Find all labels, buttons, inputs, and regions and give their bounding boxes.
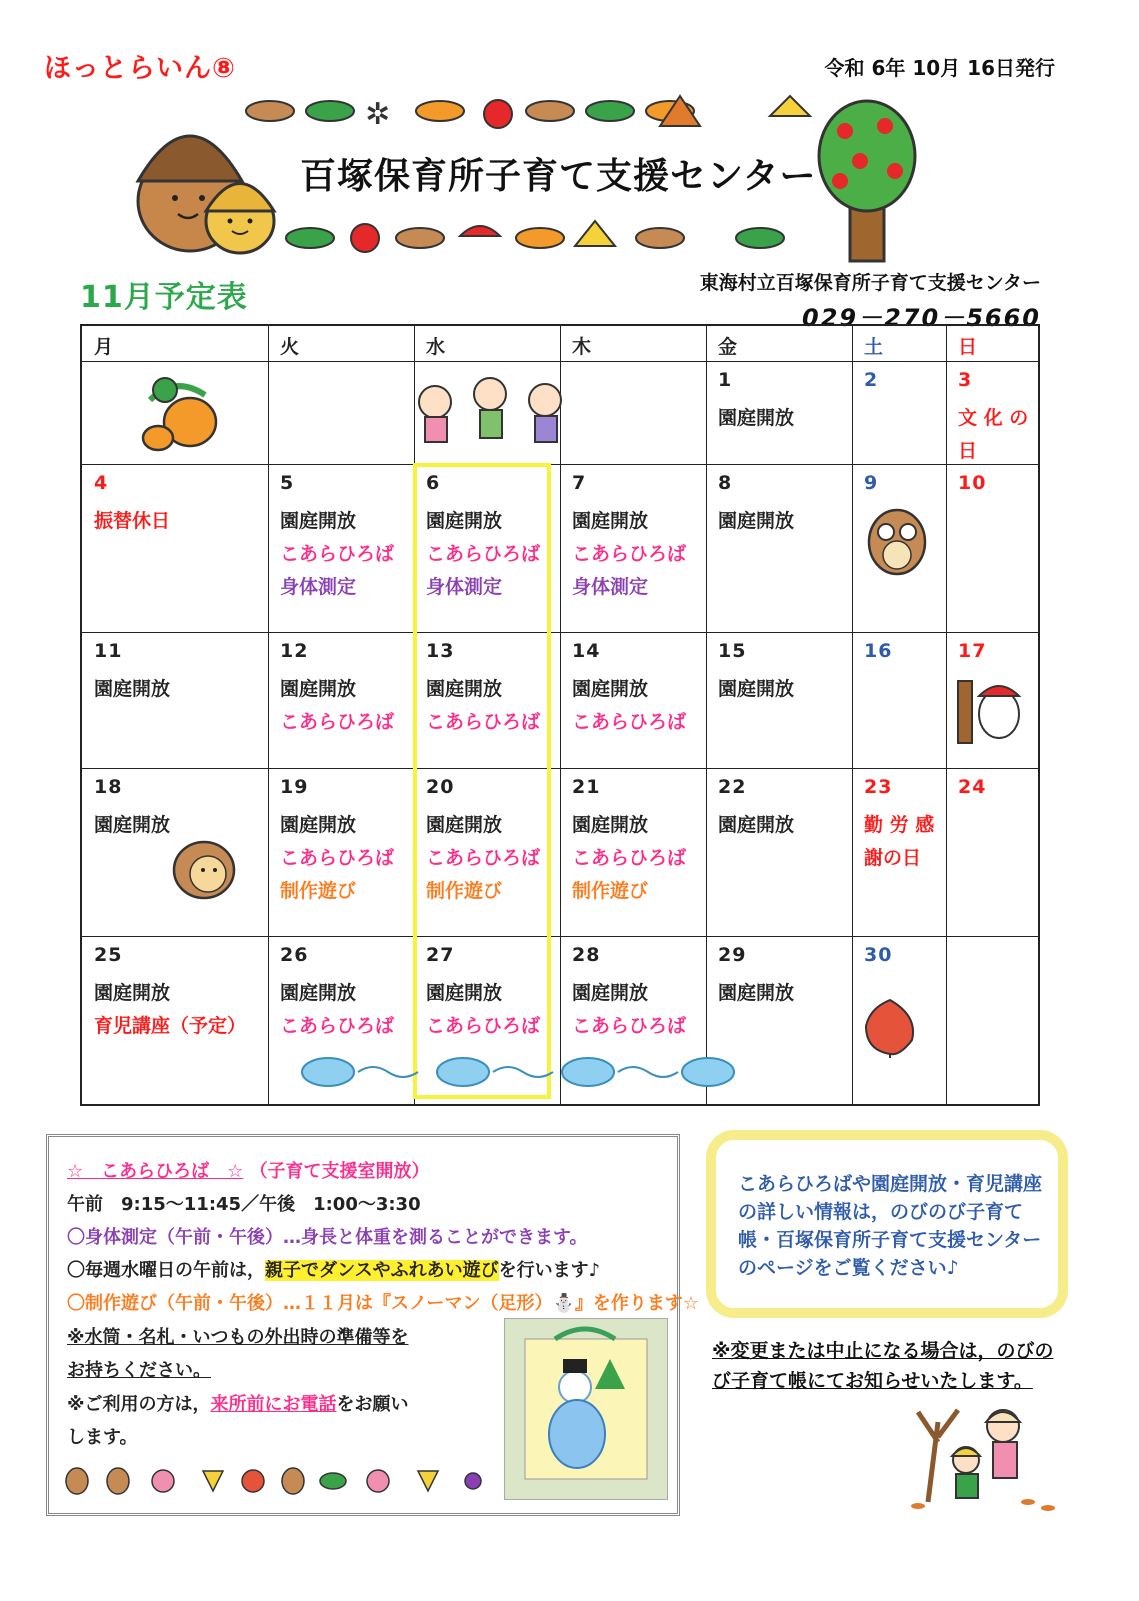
calendar-day-cell: [946, 361, 1038, 464]
calendar-day-cell: [946, 768, 1038, 936]
day-number: 25: [94, 944, 123, 966]
day-number: 24: [958, 776, 987, 798]
change-notice: ※変更または中止になる場合は，のびのび子育て帳にてお知らせいたします。: [712, 1340, 1054, 1392]
day-event: 園庭開放: [572, 510, 649, 532]
phone-number: 029－270－5660: [802, 304, 1041, 332]
day-event: 園庭開放: [718, 407, 795, 429]
day-event: こあらひろば: [572, 847, 687, 869]
day-event: 園庭開放: [572, 982, 649, 1004]
calendar-day-cell: [706, 768, 852, 936]
svg-text:✲: ✲: [365, 97, 391, 132]
calendar-day-cell: [268, 768, 414, 936]
day-number: 3: [958, 369, 973, 391]
day-number: 7: [572, 472, 587, 494]
issue-date: 令和 6年 10月 16日発行: [824, 56, 1055, 80]
day-event: こあらひろば: [280, 1015, 395, 1037]
calendar-day-cell: [560, 464, 706, 632]
day-event: 振替休日: [94, 510, 171, 532]
day-event: こあらひろば: [426, 711, 541, 733]
day-event: 園庭開放: [426, 678, 503, 700]
autumn-garland-icon: [63, 1463, 493, 1499]
day-number: 23: [864, 776, 893, 798]
day-event: こあらひろば: [280, 543, 395, 565]
weekday-header: 水: [426, 336, 446, 358]
info-call-b: をお願い: [336, 1394, 409, 1415]
calendar-day-cell: [82, 632, 268, 768]
info-craft: 〇制作遊び（午前・午後）…１１月は『スノーマン（足形）⛄』を作ります☆: [67, 1293, 700, 1314]
detail-info-text: こあらひろばや園庭開放・育児講座の詳しい情報は，のびのび子育て帳・百塚保育所子育て支援センターのページをご覧ください♪: [738, 1173, 1043, 1279]
calendar-day-cell: [706, 632, 852, 768]
day-event: こあらひろば: [426, 1015, 541, 1037]
day-number: 4: [94, 472, 109, 494]
info-bring-2: お持ちください。: [67, 1360, 211, 1381]
day-event: 園庭開放: [94, 678, 171, 700]
day-number: 15: [718, 640, 747, 662]
day-event: 園庭開放: [718, 982, 795, 1004]
info-wednesday-a: 〇毎週水曜日の午前は，: [67, 1260, 265, 1281]
day-number: 6: [426, 472, 441, 494]
day-event: こあらひろば: [572, 1015, 687, 1037]
day-number: 12: [280, 640, 309, 662]
weekday-header: 月: [94, 336, 114, 358]
day-event: 園庭開放: [94, 814, 171, 836]
day-number: 30: [864, 944, 893, 966]
info-hours: 午前 9:15～11:45／午後 1:00～3:30: [67, 1194, 421, 1215]
calendar-day-cell: [946, 936, 1038, 1104]
snowman-craft-photo: [504, 1318, 668, 1500]
cloud-wind-icon: [298, 1054, 738, 1090]
snowman-icon: [505, 1319, 667, 1499]
day-event: 制作遊び: [572, 880, 649, 902]
weekday-header: 金: [718, 336, 738, 358]
day-event: 制作遊び: [426, 880, 503, 902]
info-title: ☆ こあらひろば ☆: [67, 1161, 244, 1182]
calendar-day-cell: [946, 464, 1038, 632]
day-event: 制作遊び: [280, 880, 357, 902]
calendar-day-cell: [560, 361, 706, 464]
calendar-day-cell: [560, 632, 706, 768]
calendar-day-cell: [268, 464, 414, 632]
day-number: 8: [718, 472, 733, 494]
info-measure: 〇身体測定（午前・午後）…身長と体重を測ることができます。: [67, 1227, 588, 1248]
day-number: 2: [864, 369, 879, 391]
info-call-link: 来所前にお電話: [210, 1394, 337, 1415]
day-number: 20: [426, 776, 455, 798]
day-event: 育児講座（予定）: [94, 1015, 247, 1037]
day-number: 14: [572, 640, 601, 662]
calendar-day-cell: [82, 464, 268, 632]
calendar-day-cell: [852, 768, 946, 936]
info-wednesday-b: を行います♪: [498, 1260, 601, 1281]
children-playing-icon: [400, 372, 580, 452]
day-number: 13: [426, 640, 455, 662]
day-number: 27: [426, 944, 455, 966]
day-number: 18: [94, 776, 123, 798]
day-event: 園庭開放: [572, 814, 649, 836]
day-number: 9: [864, 472, 879, 494]
day-number: 11: [94, 640, 123, 662]
day-event: 謝の日: [864, 847, 922, 869]
day-event: 園庭開放: [280, 814, 357, 836]
day-number: 1: [718, 369, 733, 391]
day-number: 22: [718, 776, 747, 798]
day-number: 26: [280, 944, 309, 966]
day-event: こあらひろば: [280, 711, 395, 733]
day-event: 日: [958, 440, 978, 462]
detail-info-box: [706, 1130, 1068, 1318]
day-number: 5: [280, 472, 295, 494]
calendar-day-cell: [82, 936, 268, 1104]
day-event: 園庭開放: [426, 510, 503, 532]
info-call-2: します。: [67, 1427, 138, 1448]
owl-icon: [862, 500, 932, 580]
calendar-day-cell: [706, 361, 852, 464]
calendar-day-cell: [706, 464, 852, 632]
day-number: 10: [958, 472, 987, 494]
children-raking-leaves-icon: [898, 1402, 1068, 1512]
day-event: こあらひろば: [572, 543, 687, 565]
day-event: 身体測定: [572, 576, 649, 598]
calendar-day-cell: [560, 768, 706, 936]
day-event: 園庭開放: [280, 678, 357, 700]
woodpecker-icon: [954, 676, 1030, 746]
day-number: 16: [864, 640, 893, 662]
day-event: 園庭開放: [718, 678, 795, 700]
day-event: こあらひろば: [426, 847, 541, 869]
weekday-header: 日: [958, 336, 978, 358]
organization-name: 東海村立百塚保育所子育て支援センター: [699, 272, 1041, 294]
day-event: 園庭開放: [426, 982, 503, 1004]
day-event: こあらひろば: [426, 543, 541, 565]
weekday-header: 火: [280, 336, 300, 358]
day-event: 身体測定: [280, 576, 357, 598]
info-title-note: （子育て支援室開放）: [249, 1161, 430, 1182]
day-event: 園庭開放: [718, 814, 795, 836]
center-name: 百塚保育所子育て支援センター: [300, 156, 817, 197]
day-event: 文 化 の: [958, 407, 1029, 429]
apple-tree-icon: [819, 101, 915, 261]
day-event: 園庭開放: [572, 678, 649, 700]
day-event: 園庭開放: [280, 510, 357, 532]
day-event: 身体測定: [426, 576, 503, 598]
newsletter-title: ほっとらいん⑧: [44, 53, 236, 84]
day-event: 園庭開放: [280, 982, 357, 1004]
info-bring-1: ※水筒・名札・いつもの外出時の準備等を: [67, 1327, 409, 1348]
schedule-title: 11月予定表: [80, 280, 248, 315]
day-number: 29: [718, 944, 747, 966]
weekday-header: 土: [864, 336, 884, 358]
info-wednesday-highlight: 親子でダンスやふれあい遊び: [265, 1260, 499, 1281]
day-event: こあらひろば: [572, 711, 687, 733]
day-event: こあらひろば: [280, 847, 395, 869]
day-number: 17: [958, 640, 987, 662]
day-event: 園庭開放: [94, 982, 171, 1004]
calendar-day-cell: [852, 361, 946, 464]
day-event: 園庭開放: [426, 814, 503, 836]
calendar-day-cell: [852, 632, 946, 768]
day-event: 園庭開放: [718, 510, 795, 532]
day-event: 勤 労 感: [864, 814, 935, 836]
wednesday-highlight: [413, 463, 551, 1099]
hedgehog-icon: [166, 832, 242, 902]
calendar-day-cell: [268, 632, 414, 768]
day-number: 28: [572, 944, 601, 966]
day-number: 21: [572, 776, 601, 798]
weekday-header: 木: [572, 336, 592, 358]
calendar-day-cell: [268, 361, 414, 464]
info-call-a: ※ご利用の方は，: [67, 1394, 211, 1415]
autumn-leaf-icon: [860, 996, 920, 1060]
pumpkin-icon: [120, 370, 230, 455]
day-number: 19: [280, 776, 309, 798]
